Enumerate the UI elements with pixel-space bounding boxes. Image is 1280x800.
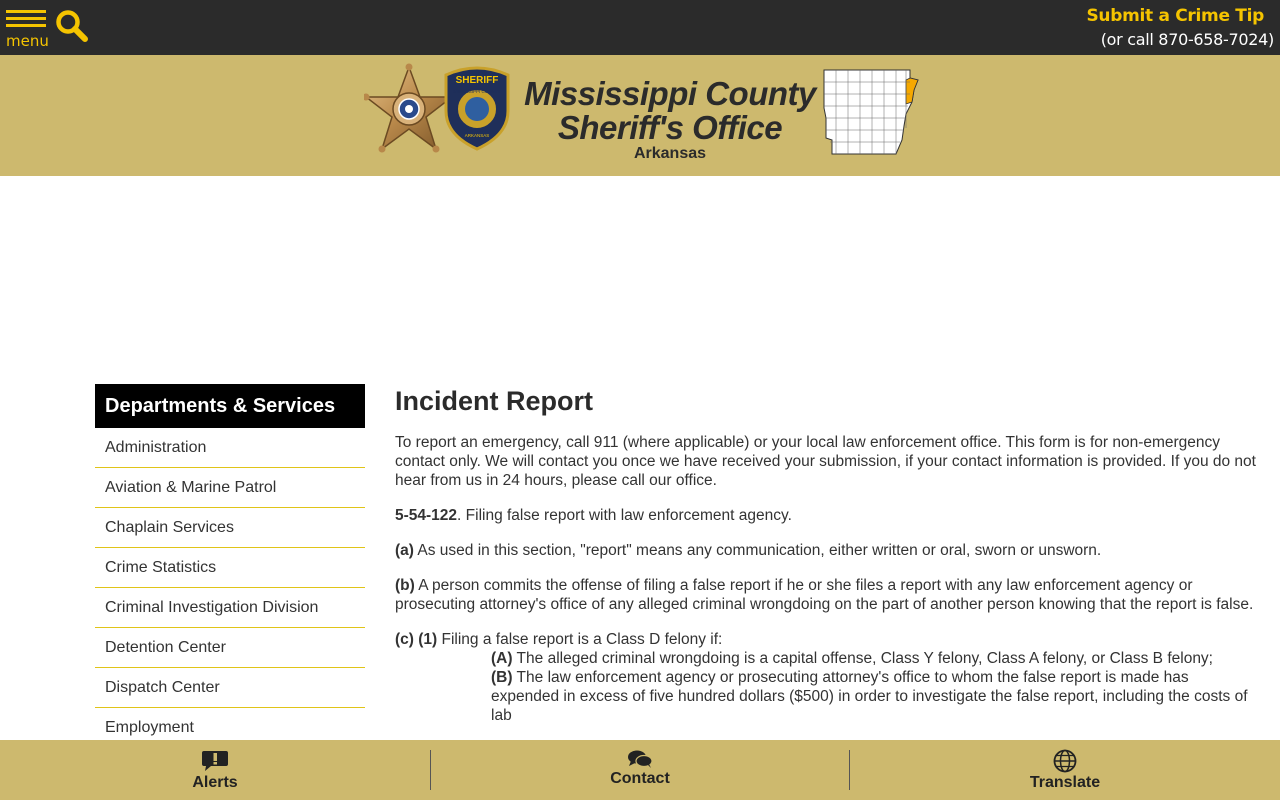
section-a	[395, 541, 1260, 560]
globe-icon	[1053, 749, 1077, 773]
section-b	[395, 576, 1260, 614]
section-c-intro	[395, 630, 1260, 649]
section-a-text: As used in this section, "report" means any communication, either written or oral, sworn or unsworn.	[413, 542, 1102, 559]
section-c-b-label: (B)	[491, 669, 513, 686]
sidebar-item-detention-center[interactable]: Detention Center	[95, 628, 365, 668]
section-b-text: A person commits the offense of filing a false report if he or she files a report with any law enforcement agency or prosecuting attorney's office of any alleged criminal wrongdoing on the part of another person knowing that the report is false.	[395, 577, 1254, 613]
search-icon	[55, 9, 89, 43]
crime-tip	[1086, 6, 1274, 49]
contact-label: Contact	[610, 770, 670, 787]
sidebar-item-employment[interactable]: Employment	[95, 708, 365, 748]
patch-ring-text: MISSISSIPPI COUNTY	[453, 89, 501, 94]
section-c-label: (c) (1)	[395, 631, 438, 648]
menu-label: menu	[6, 32, 49, 50]
sidebar-item-chaplain-services[interactable]: Chaplain Services	[95, 508, 365, 548]
alerts-button[interactable]	[0, 740, 430, 800]
departments-sidebar	[95, 384, 365, 748]
title-line-2: Sheriff's Office	[557, 109, 783, 146]
section-c-b	[395, 668, 1260, 725]
translate-label: Translate	[1029, 774, 1101, 791]
hamburger-icon-bar	[6, 17, 46, 20]
section-c-a-label: (A)	[491, 650, 513, 667]
submit-crime-tip-link[interactable]: Submit a Crime Tip	[1086, 6, 1264, 26]
section-b-label: (b)	[395, 577, 415, 594]
page-title: Incident Report	[395, 386, 594, 416]
intro-text: To report an emergency, call 911 (where applicable) or your local law enforcement office. This form is for non-emergency contact only. We will contact you once we have received your submission, if your contact information is provided. If you do not hear from us in 24 hours, please call our office.	[395, 434, 1256, 489]
patch-top-text: SHERIFF	[455, 75, 499, 86]
title-state: Arkansas	[633, 145, 707, 162]
sidebar-item-aviation-marine-patrol[interactable]: Aviation & Marine Patrol	[95, 468, 365, 508]
statute-heading	[395, 506, 1260, 525]
section-c-a	[395, 649, 1260, 668]
sheriff-star-badge	[364, 63, 454, 165]
sidebar-item-administration[interactable]: Administration	[95, 428, 365, 468]
contact-button[interactable]	[431, 740, 849, 800]
title-line-1: Mississippi County	[524, 75, 816, 112]
site-header	[0, 55, 1280, 176]
crime-tip-phone[interactable]: (or call 870-658-7024)	[1100, 30, 1274, 49]
section-c-text: Filing a false report is a Class D felony if:	[437, 631, 723, 648]
sidebar-item-crime-statistics[interactable]: Crime Statistics	[95, 548, 365, 588]
search-button[interactable]	[55, 9, 89, 43]
bottom-nav-bar	[0, 740, 1280, 800]
site-title[interactable]	[515, 77, 825, 163]
section-c-a-text: The alleged criminal wrongdoing is a capital offense, Class Y felony, Class A felony, or Class B felony;	[512, 650, 1213, 667]
arkansas-map-icon	[822, 68, 922, 156]
translate-button[interactable]	[850, 740, 1280, 800]
alert-bubble-icon	[201, 749, 229, 773]
hamburger-icon	[6, 10, 46, 13]
sheriff-patch-logo	[442, 65, 512, 151]
main-content	[395, 386, 1260, 725]
menu-button[interactable]	[6, 10, 48, 50]
chat-bubbles-icon	[627, 749, 653, 769]
alerts-label: Alerts	[192, 774, 238, 791]
patch-bottom-text: ARKANSAS	[464, 133, 490, 138]
sidebar-title: Departments & Services	[95, 384, 365, 428]
section-c	[395, 630, 1260, 725]
top-bar	[0, 0, 1280, 55]
section-c-b-text: The law enforcement agency or prosecuting attorney's office to whom the false report is made has expended in excess of five hundred dollars ($500) in order to investigate the false report, including the costs of lab	[491, 669, 1248, 724]
hamburger-icon-bar	[6, 24, 46, 27]
statute-title: . Filing false report with law enforcement agency.	[457, 507, 792, 524]
sidebar-item-criminal-investigation[interactable]: Criminal Investigation Division	[95, 588, 365, 628]
statute-number: 5-54-122	[395, 507, 458, 524]
section-a-label: (a)	[395, 542, 414, 559]
sidebar-item-dispatch-center[interactable]: Dispatch Center	[95, 668, 365, 708]
